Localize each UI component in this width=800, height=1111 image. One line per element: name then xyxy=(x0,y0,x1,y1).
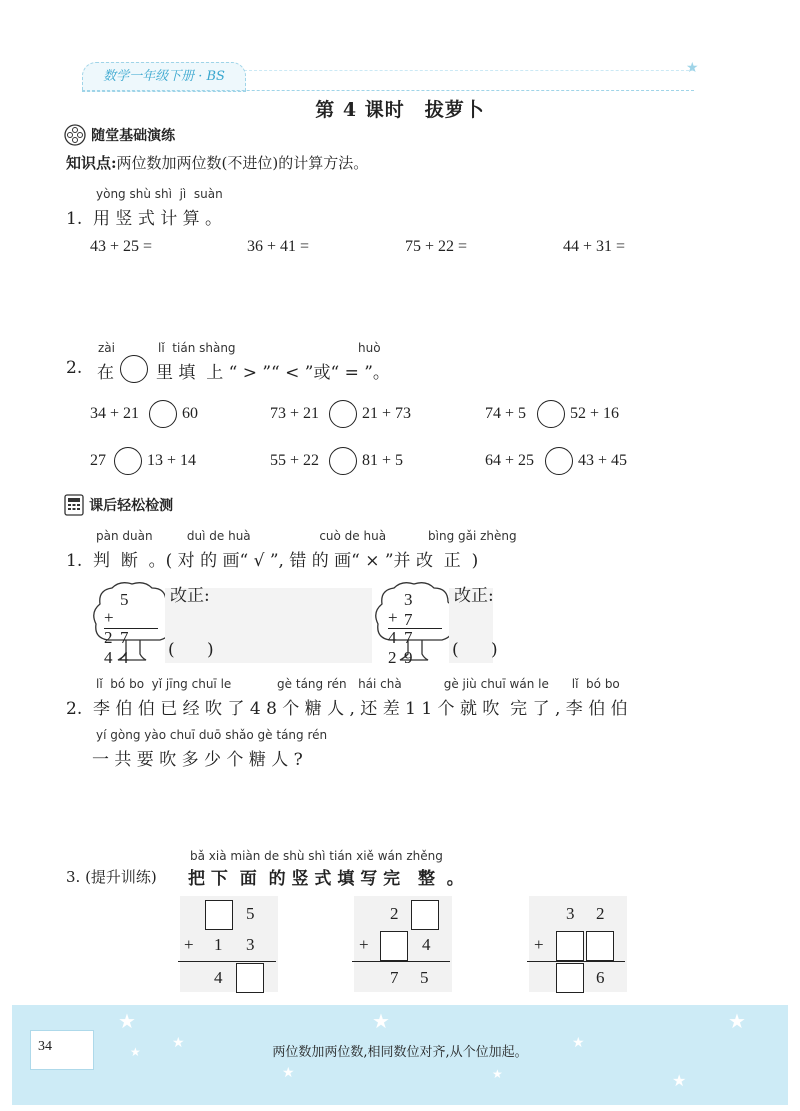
star-icon: ★ xyxy=(372,1009,390,1033)
answer-box[interactable] xyxy=(556,931,584,961)
answer-box[interactable] xyxy=(556,963,584,993)
calc-line xyxy=(388,628,442,629)
digit: 4 xyxy=(214,968,223,987)
judge-paren[interactable]: ( ) xyxy=(168,640,214,660)
answer-circle[interactable] xyxy=(329,447,357,475)
book-label: 数学一年级下册 · BS xyxy=(103,69,225,84)
answer-box[interactable] xyxy=(205,900,233,930)
q1-expr: 36 + 41 = xyxy=(247,238,310,255)
page-title: 第 4 课时 拔萝卜 xyxy=(315,99,485,121)
header-tab xyxy=(82,62,246,92)
compare-left: 73 + 21 xyxy=(270,405,320,422)
knowledge-point xyxy=(66,152,368,173)
q2-pinyin: lǐ tián shàng xyxy=(158,341,236,355)
star-icon: ★ xyxy=(118,1009,136,1033)
compare-right: 52 + 16 xyxy=(570,405,620,422)
p3-prefix: 3. (提升训练) xyxy=(66,868,157,886)
judge-paren[interactable]: ( ) xyxy=(452,640,498,660)
tree-icon xyxy=(372,580,458,664)
digit: 3 xyxy=(566,904,575,923)
compare-right: 60 xyxy=(182,405,198,422)
knowledge-label: 知识点: xyxy=(66,154,117,172)
tree-icon xyxy=(90,580,176,664)
compare-left: 55 + 22 xyxy=(270,452,320,469)
correction-label: 改正: xyxy=(170,586,210,606)
p2-line1: 2. 李 伯 伯 已 经 吹 了 4 8 个 糖 人 , 还 差 1 1 个 就 吹 完 了 , 李 伯 伯 xyxy=(66,699,628,719)
page-number: 34 xyxy=(38,1039,52,1054)
p2-pinyin: lǐ bó bo yǐ jīng chuī le gè táng rén hái chà gè jiù chuī wán le lǐ bó bo xyxy=(96,677,620,691)
star-icon: ★ xyxy=(130,1045,141,1059)
calc-mid: + 4 2 xyxy=(388,608,398,667)
star-icon: ★ xyxy=(172,1035,185,1051)
p2-pinyin: yí gòng yào chuī duō shǎo gè táng rén xyxy=(96,728,328,742)
q2-pinyin: zài xyxy=(98,341,115,355)
section-homework xyxy=(64,494,173,516)
knowledge-text: 两位数加两位数(不进位)的计算方法。 xyxy=(116,154,369,172)
answer-circle[interactable] xyxy=(545,447,573,475)
calc-mid: + 2 4 xyxy=(104,608,114,667)
section-label: 随堂基础演练 xyxy=(91,128,176,144)
p1-pinyin: pàn duàn duì de huà cuò de huà bìng gǎi zhèng xyxy=(96,529,517,543)
q1-pinyin: yòng shù shì jì suàn xyxy=(96,187,223,201)
digit: 7 xyxy=(390,968,399,987)
calc-line xyxy=(104,628,158,629)
answer-box[interactable] xyxy=(236,963,264,993)
header-rule xyxy=(82,90,694,91)
correction-label: 改正: xyxy=(454,586,494,606)
answer-box[interactable] xyxy=(411,900,439,930)
digit: 1 xyxy=(214,935,223,954)
operator: + xyxy=(359,935,369,954)
p3-pinyin: bǎ xià miàn de shù shì tián xiě wán zhěng xyxy=(190,849,443,863)
digit: 2 xyxy=(390,904,399,923)
answer-circle[interactable] xyxy=(329,400,357,428)
star-icon: ★ xyxy=(282,1065,295,1081)
compare-right: 81 + 5 xyxy=(362,452,404,469)
answer-circle[interactable] xyxy=(149,400,177,428)
compare-left: 34 + 21 xyxy=(90,405,140,422)
compare-right: 21 + 73 xyxy=(362,405,412,422)
compare-left: 27 xyxy=(90,452,106,469)
header-decoration xyxy=(244,70,694,71)
star-icon: ★ xyxy=(572,1035,585,1051)
section-label: 课后轻松检测 xyxy=(89,498,174,514)
star-icon: ★ xyxy=(728,1009,746,1033)
q1-expr: 75 + 22 = xyxy=(405,238,468,255)
digit: 5 xyxy=(246,904,255,923)
digit: 5 xyxy=(420,968,429,987)
compare-right: 13 + 14 xyxy=(147,452,197,469)
digit: 4 xyxy=(422,935,431,954)
calc-top: 5 xyxy=(120,590,129,609)
q2-num: 2. xyxy=(66,358,83,378)
operator: + xyxy=(184,935,194,954)
compare-right: 43 + 45 xyxy=(578,452,628,469)
digit: 6 xyxy=(596,968,605,987)
compare-left: 74 + 5 xyxy=(485,405,527,422)
q1-text: 1. 用 竖 式 计 算 。 xyxy=(66,209,223,229)
operator: + xyxy=(534,935,544,954)
p2-line2: 一 共 要 吹 多 少 个 糖 人 ? xyxy=(92,750,303,770)
star-icon: ★ xyxy=(686,60,699,76)
q1-expr: 44 + 31 = xyxy=(563,238,626,255)
answer-circle[interactable] xyxy=(537,400,565,428)
answer-box[interactable] xyxy=(586,931,614,961)
compare-left: 64 + 25 xyxy=(485,452,535,469)
star-icon: ★ xyxy=(672,1071,687,1090)
digit: 3 xyxy=(246,935,255,954)
answer-circle[interactable] xyxy=(120,355,148,383)
p3-text: 把 下 面 的 竖 式 填 写 完 整 。 xyxy=(188,869,464,889)
star-icon: ★ xyxy=(492,1067,503,1081)
q2-pinyin: huò xyxy=(358,341,381,355)
q2-text: 里 填 上 “ > ”“ < ”或“ = ”。 xyxy=(156,363,390,383)
footer-tip: 两位数加两位数,相同数位对齐,从个位加起。 xyxy=(272,1045,528,1060)
calc-bot: 7 4 xyxy=(120,628,129,667)
digit: 2 xyxy=(596,904,605,923)
calculator-icon xyxy=(64,494,84,516)
section-practice xyxy=(64,124,175,146)
calc-line xyxy=(527,961,625,962)
q2-zai: 在 xyxy=(97,363,114,383)
answer-box[interactable] xyxy=(380,931,408,961)
p1-text: 1. 判 断 。( 对 的 画“ √ ”, 错 的 画“ × ”并 改 正 ) xyxy=(66,551,479,571)
calc-line xyxy=(352,961,450,962)
film-reel-icon xyxy=(64,124,86,146)
calc-bot: 7 9 xyxy=(404,628,413,667)
q1-expr: 43 + 25 = xyxy=(90,238,153,255)
calc-line xyxy=(178,961,276,962)
answer-circle[interactable] xyxy=(114,447,142,475)
calc-top: 3 7 xyxy=(404,590,413,629)
